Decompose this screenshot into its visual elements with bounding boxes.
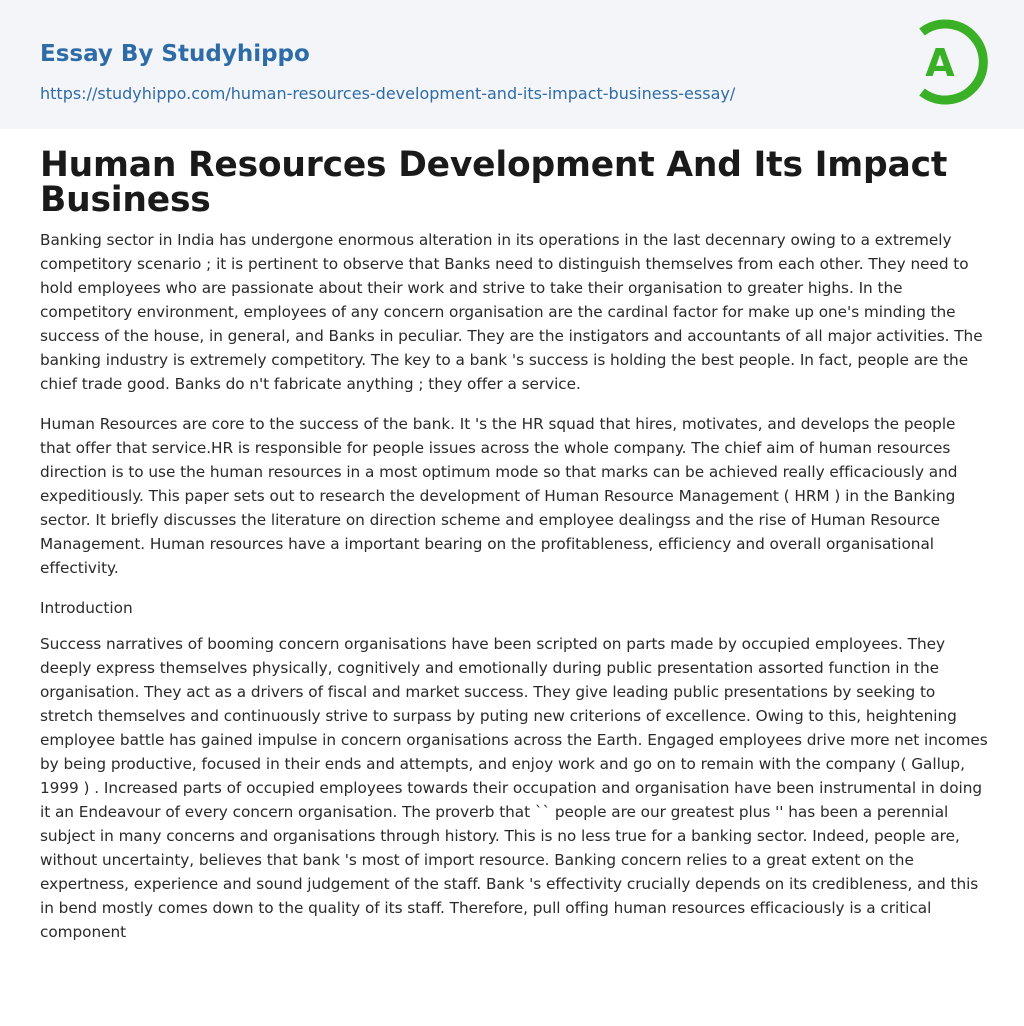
essay-url-link[interactable]: https://studyhippo.com/human-resources-development-and-its-impact-business-essay/ [40, 84, 736, 103]
brand-title[interactable]: Essay By Studyhippo [40, 41, 310, 67]
essay-paragraph-2: Human Resources are core to the success of the bank. It 's the HR squad that hires, motivates, and develops the people that offer that service.HR is responsible for people issues across the whole company. The chief aim of human resources direction is to use the human resources in a most optimum mode so that marks can be achieved really efficaciously and expeditiously. This paper sets out to research the development of Human Resource Management ( HRM ) in the Banking sector. It briefly discusses the literature on direction scheme and employee dealingss and the rise of Human Resource Management. Human resources have a important bearing on the profitableness, efficiency and overall organisational effectivity. [40, 415, 958, 577]
essay-paragraph-introduction: Success narratives of booming concern organisations have been scripted on parts made by occupied employees. They deeply express themselves physically, cognitively and emotionally during public presentation assorted function in the organisation. They act as a drivers of fiscal and market success. They give leading public presentations by seeking to stretch themselves and continuously strive to surpass by puting new criterions of excellence. Owing to this, heightening employee battle has gained impulse in concern organisations across the Earth. Engaged employees drive more net incomes by being productive, focused in their ends and attempts, and enjoy work and go on to remain with the company ( Gallup, 1999 ) . Increased parts of occupied employees towards their occupation and organisation have been instrumental in doing it an Endeavour of every concern organisation. The proverb that `` people are our greatest plus '' has been a perennial subject in many concerns and organisations through history. This is no less true for a banking sector. Indeed, people are, without uncertainty, believes that bank 's most of import resource. Banking concern relies to a great extent on the expertness, experience and sound judgement of the staff. Bank 's effectivity crucially depends on its credibleness, and this in bend mostly comes down to the quality of its staff. Therefore, pull offing human resources efficaciously is a critical component [40, 635, 988, 941]
studyhippo-logo-icon[interactable] [906, 16, 990, 108]
essay-paragraph-1: Banking sector in India has undergone enormous alteration in its operations in the last decennary owing to a extremely competitory scenario ; it is pertinent to observe that Banks need to distinguish themselves from each other. They need to hold employees who are passionate about their work and strive to take their organisation to greater highs. In the competitory environment, employees of any concern organisation are the cardinal factor for make up one's minding the success of the house, in general, and Banks in peculiar. They are the instigators and accountants of all major activities. The banking industry is extremely competitory. The key to a bank 's success is holding the best people. In fact, people are the chief trade good. Banks do n't fabricate anything ; they offer a service. [40, 231, 983, 393]
section-heading-introduction: Introduction [40, 599, 133, 617]
site-header [0, 0, 1024, 129]
essay-body [40, 228, 990, 960]
essay-title: Human Resources Development And Its Impact Business [40, 145, 948, 220]
logo-letter: A [925, 41, 955, 85]
